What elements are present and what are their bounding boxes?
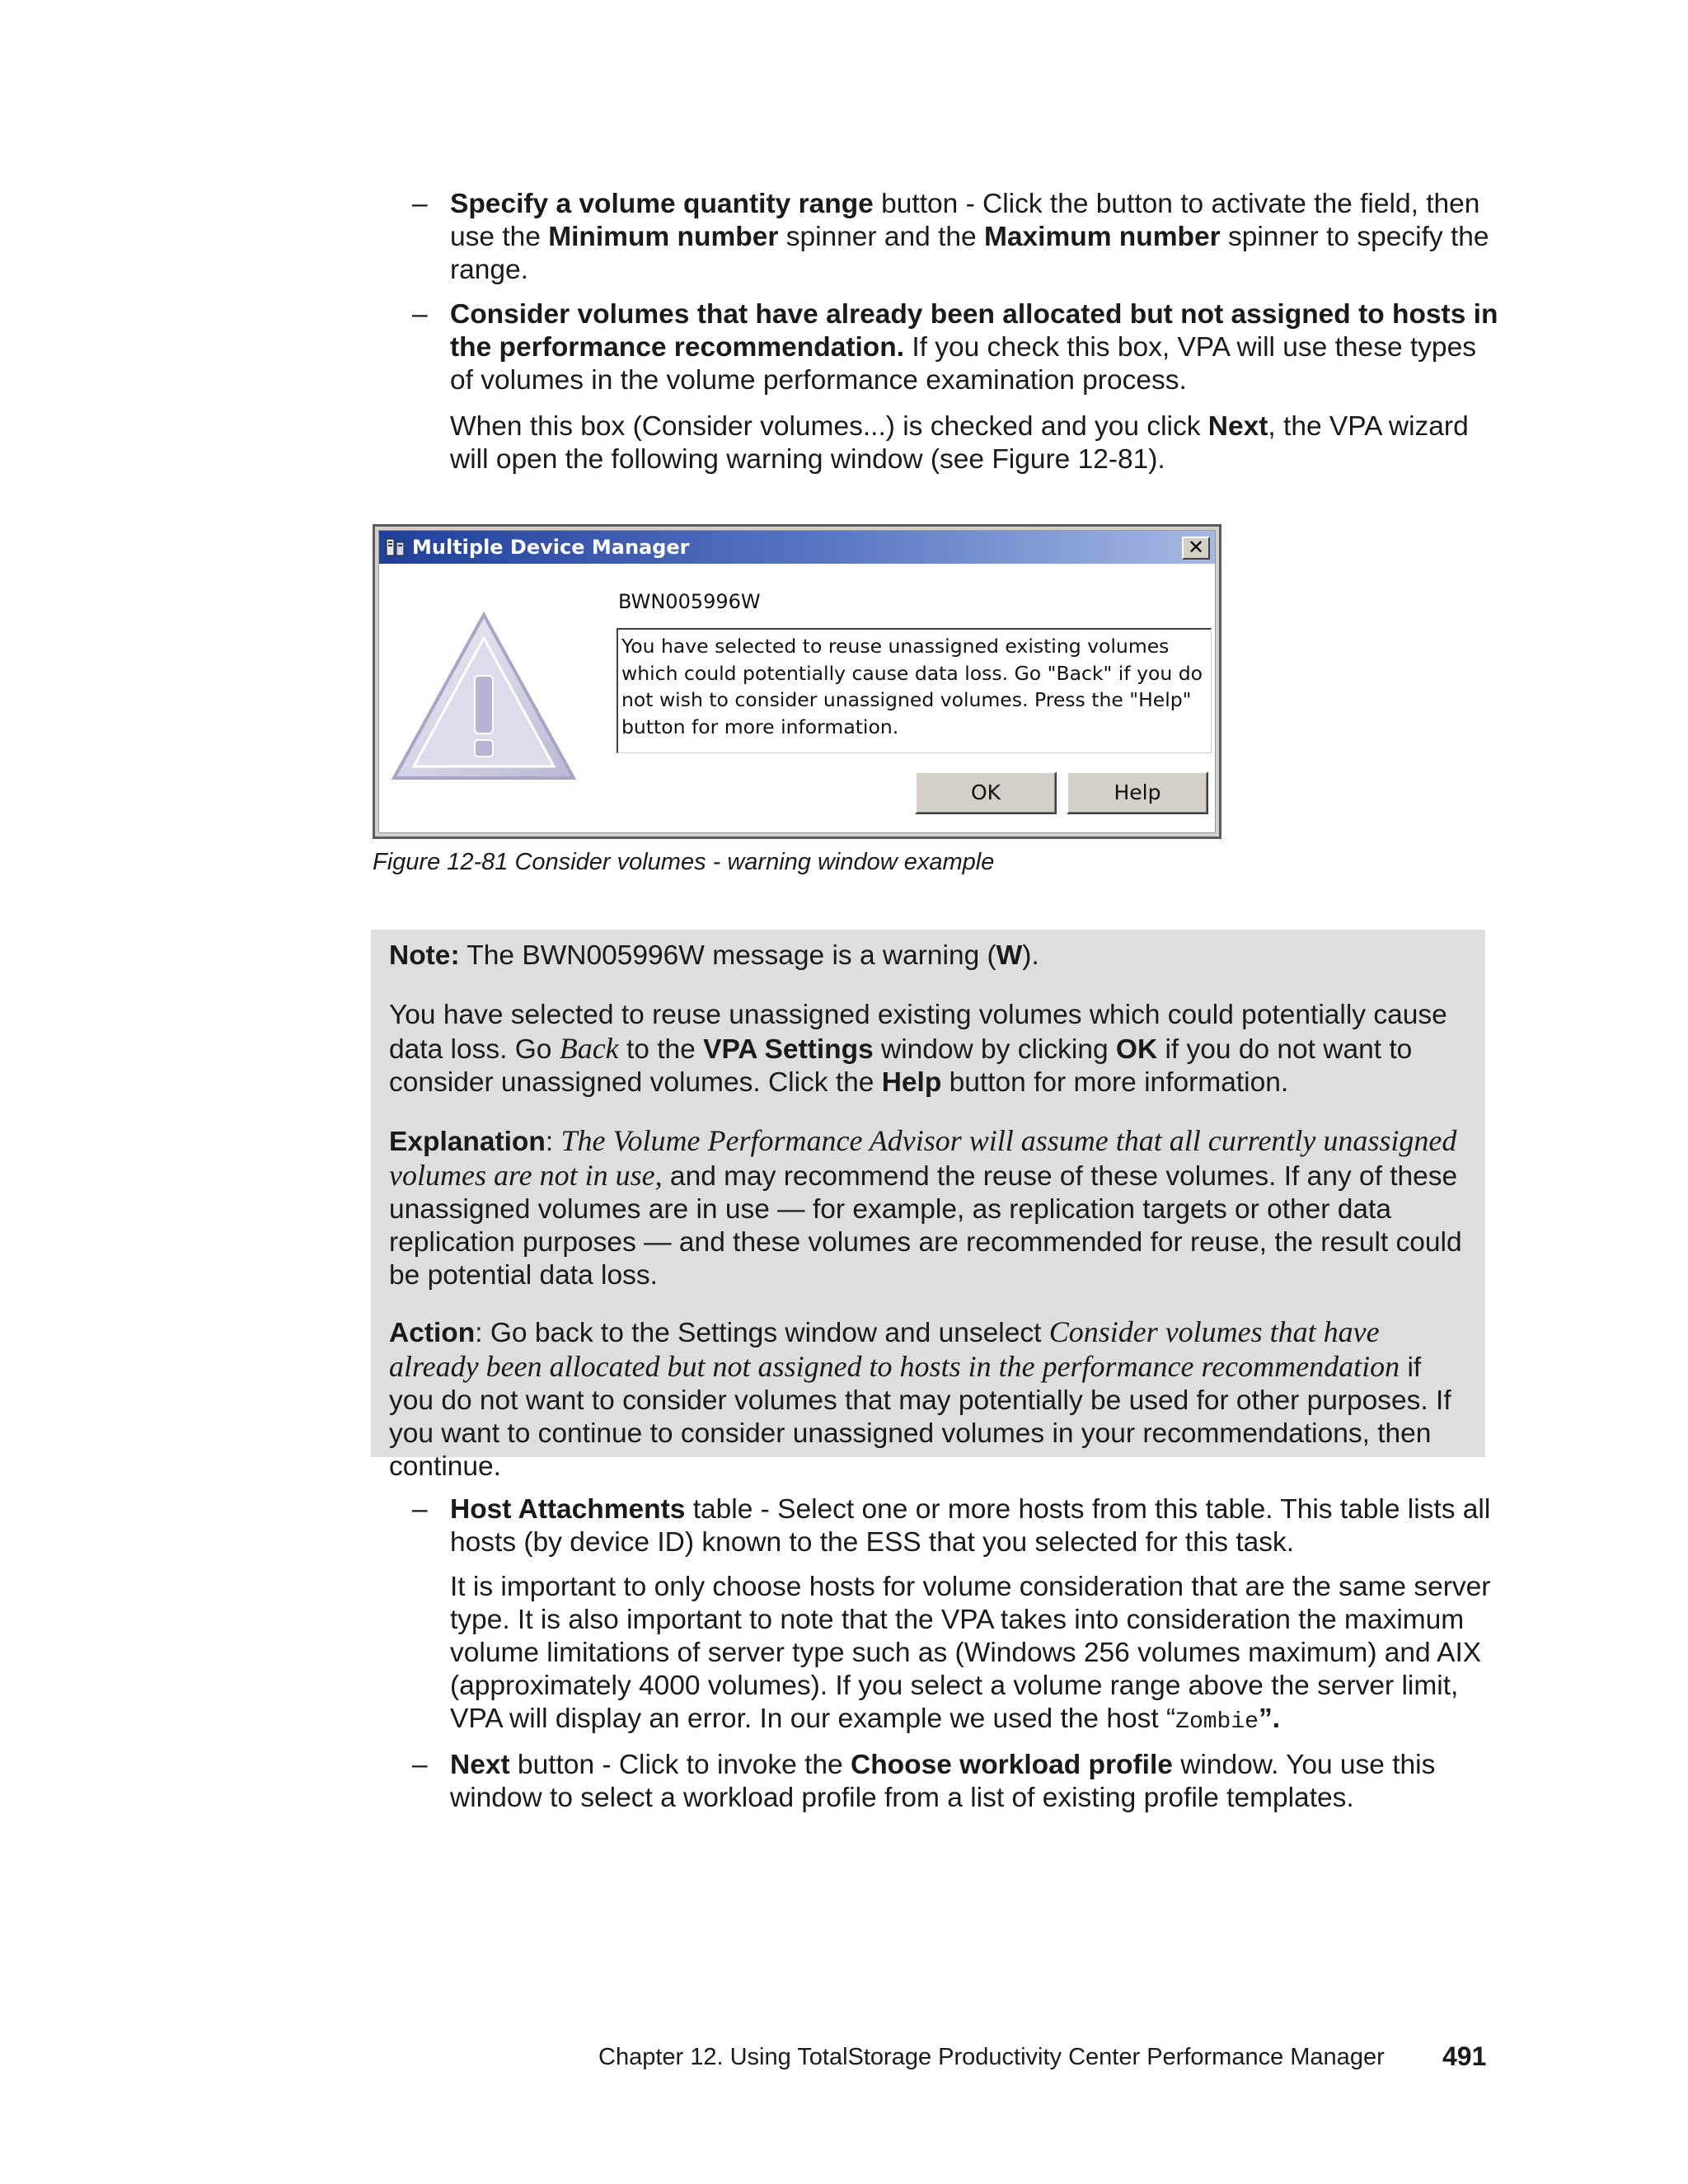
note-label: Explanation bbox=[389, 1127, 546, 1157]
para-text: , the VPA wizard will open the following warning window (see Figure 12-81). bbox=[450, 411, 1469, 475]
dialog-title: Multiple Device Manager bbox=[412, 536, 690, 559]
note-text: window by clicking bbox=[873, 1034, 1116, 1065]
note-box bbox=[371, 930, 1485, 1482]
note-text: button for more information. bbox=[941, 1067, 1289, 1098]
warning-dialog bbox=[373, 524, 1221, 839]
para-bold: Next bbox=[1207, 411, 1268, 442]
note-text: The BWN005996W message is a warning ( bbox=[459, 940, 996, 971]
note-text: and may recommend the reuse of these volumes. If any of these unassigned volumes are in use — for example, as replication targets or other data replication purposes — and these volumes are recommended for reuse, the result could be potential data loss. bbox=[389, 1161, 1462, 1291]
para-text: ”. bbox=[1258, 1704, 1281, 1734]
help-button[interactable]: Help bbox=[1067, 771, 1208, 814]
note-bold: Help bbox=[881, 1067, 942, 1098]
bullet-bold: Minimum number bbox=[548, 222, 779, 252]
footer-chapter-title: Chapter 12. Using TotalStorage Productivity Center Performance Manager bbox=[598, 2044, 1385, 2070]
app-icon bbox=[386, 537, 407, 557]
message-line: You have selected to reuse unassigned existing volumes bbox=[621, 635, 1170, 658]
bullet-bold: Choose workload profile bbox=[851, 1750, 1173, 1780]
note-label: Note: bbox=[389, 940, 460, 971]
note-text: if you do not want to consider volumes that may potentially be used for other purposes. If you want to continue to consider unassigned volumes in your recommendations, then continue. bbox=[389, 1352, 1451, 1482]
bullet-bold: Maximum number bbox=[983, 222, 1221, 252]
note-text: You have selected to reuse unassigned existing volumes which could potentially cause data loss. Go bbox=[389, 1000, 1447, 1065]
bullet-lead: Specify a volume quantity range bbox=[450, 189, 874, 219]
note-bold: W bbox=[996, 940, 1023, 971]
bullet-volume-quantity-range bbox=[412, 188, 1500, 287]
note-bold: VPA Settings bbox=[703, 1034, 874, 1065]
warning-triangle-icon bbox=[389, 610, 579, 783]
bullet-text bbox=[450, 1749, 1500, 1815]
note-text: to the bbox=[618, 1034, 704, 1065]
page-number: 491 bbox=[1442, 2041, 1487, 2071]
message-line: not wish to consider unassigned volumes. Press the "Help" bbox=[621, 688, 1192, 711]
bullet-dash: – bbox=[412, 299, 428, 330]
ok-button[interactable]: OK bbox=[915, 771, 1057, 814]
para-text: It is important to only choose hosts for volume consideration that are the same server type. It is also important to note that the VPA takes into consideration the maximum volume limitations of server type such as (Windows 256 volumes maximum) and AIX (approximately 4000 volumes). If you select a volume range above the server limit, VPA will display an error. In our example we used the host “ bbox=[450, 1572, 1491, 1734]
bullet-text bbox=[450, 298, 1500, 397]
bullet-lead: Host Attachments bbox=[450, 1494, 686, 1525]
bullet-next-button bbox=[412, 1749, 1500, 1815]
bullet-text bbox=[450, 188, 1500, 287]
close-button[interactable]: ✕ bbox=[1182, 537, 1210, 560]
message-line: which could potentially cause data loss. Go "Back" if you do bbox=[621, 661, 1203, 685]
bullet-dash: – bbox=[412, 1494, 428, 1525]
bullet-text-part: button - Click the button to activate the field, then use the bbox=[450, 189, 1480, 252]
note-italic: Consider volumes that have already been allocated but not assigned to hosts in the performance recommendation bbox=[389, 1315, 1400, 1383]
bullet-text-part: table - Select one or more hosts from this table. This table lists all hosts (by device ID) known to the ESS that you selected for this task. bbox=[450, 1494, 1491, 1558]
bullet-host-attachments bbox=[412, 1493, 1500, 1559]
note-text: : Go back to the Settings window and unselect bbox=[475, 1318, 1049, 1348]
note-italic: Back bbox=[559, 1032, 619, 1065]
note-paragraph-1 bbox=[389, 940, 1470, 972]
bullet-text bbox=[450, 1493, 1500, 1559]
bullet-text-part: spinner to specify the range. bbox=[450, 222, 1489, 285]
dialog-body bbox=[378, 530, 1216, 833]
note-text: : bbox=[545, 1127, 561, 1157]
note-italic: The Volume Performance Advisor will assume that all currently unassigned volumes are not in use, bbox=[389, 1124, 1457, 1192]
note-bold: OK bbox=[1115, 1034, 1158, 1065]
bullet-text-part: spinner and the bbox=[778, 222, 984, 252]
dialog-titlebar[interactable] bbox=[379, 531, 1215, 564]
bullet-consider-volumes bbox=[412, 298, 1500, 397]
bullet-lead: Consider volumes that have already been allocated but not assigned to hosts in the performance recommendation. bbox=[450, 299, 1498, 363]
bullet-dash: – bbox=[412, 1750, 428, 1780]
bullet-text-part: If you check this box, VPA will use these types of volumes in the volume performance examination process. bbox=[450, 332, 1476, 396]
figure-caption: Figure 12-81 Consider volumes - warning window example bbox=[373, 849, 995, 875]
bullet-text-part: button - Click to invoke the bbox=[509, 1750, 851, 1780]
message-text-area[interactable] bbox=[617, 628, 1212, 753]
note-text: ). bbox=[1022, 940, 1039, 971]
bullet-text-part: window. You use this window to select a workload profile from a list of existing profile templates. bbox=[450, 1750, 1436, 1813]
para-text: When this box (Consider volumes...) is checked and you click bbox=[450, 411, 1208, 442]
paragraph-consider-next bbox=[450, 410, 1500, 476]
paragraph-important bbox=[450, 1571, 1500, 1739]
note-paragraph-action bbox=[389, 1315, 1470, 1483]
message-id: BWN005996W bbox=[618, 590, 761, 613]
para-code: Zombie bbox=[1175, 1709, 1259, 1735]
bullet-lead: Next bbox=[450, 1750, 510, 1780]
bullet-dash: – bbox=[412, 189, 428, 219]
note-text: if you do not want to consider unassigned volumes. Click the bbox=[389, 1034, 1413, 1098]
message-line: button for more information. bbox=[621, 715, 899, 738]
note-paragraph-explanation bbox=[389, 1124, 1470, 1292]
note-label: Action bbox=[389, 1318, 476, 1348]
note-paragraph-2 bbox=[389, 999, 1470, 1099]
